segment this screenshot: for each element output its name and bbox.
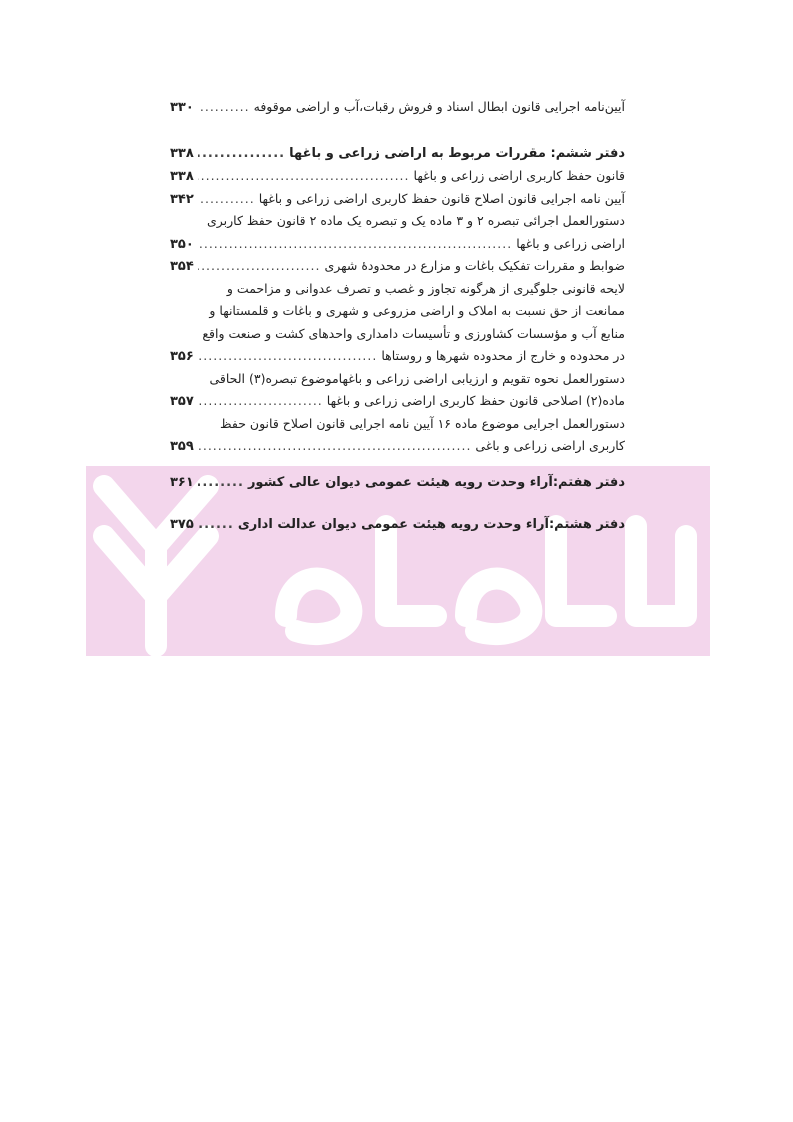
toc-entry-line: منابع آب و مؤسسات کشاورزی و تأسیسات دامداری واحدهای کشت و صنعت واقع bbox=[202, 325, 625, 341]
toc-entry-title: آیین نامه اجرایی قانون اصلاح قانون حفظ کاربری اراضی زراعی و باغها bbox=[258, 190, 625, 206]
logo-letter-3 bbox=[466, 579, 531, 635]
toc-page-number: ۳۳۸ bbox=[170, 169, 194, 184]
toc-section-title: دفتر هفتم:آراء وحدت رویه هیئت عمومی دیوان عالی کشور bbox=[247, 474, 625, 490]
toc-leader-dots bbox=[198, 165, 410, 188]
toc-leader-dots bbox=[198, 514, 234, 537]
section-gap bbox=[170, 458, 625, 472]
section-gap bbox=[170, 119, 625, 143]
toc-page-number: ۳۳۰ bbox=[170, 100, 194, 115]
logo-letter-2 bbox=[386, 526, 436, 616]
toc-entry-title: در محدوده و خارج از محدوده شهرها و روستاها bbox=[381, 348, 625, 363]
toc-entry-line: ممانعت از حق نسبت به املاک و اراضی مزروعی و شهری و باغات و قلمستانها و bbox=[209, 303, 625, 318]
toc-page-number: ۳۵۹ bbox=[170, 439, 194, 454]
toc-entry[interactable] bbox=[170, 435, 625, 458]
toc-page-number: ۳۶۱ bbox=[170, 474, 194, 490]
table-of-contents bbox=[170, 96, 625, 537]
toc-leader-dots bbox=[198, 96, 250, 119]
logo-letter-4 bbox=[556, 526, 606, 616]
toc-entry[interactable] bbox=[170, 233, 625, 256]
toc-entry-title: کاربری اراضی زراعی و باغی bbox=[475, 438, 625, 453]
toc-section-heading[interactable] bbox=[170, 514, 625, 537]
toc-leader-dots bbox=[198, 472, 244, 495]
toc-entry[interactable] bbox=[170, 188, 625, 211]
toc-page-number: ۳۴۲ bbox=[170, 191, 194, 207]
section-gap bbox=[170, 494, 625, 514]
toc-entry[interactable] bbox=[170, 390, 625, 413]
toc-page-number: ۳۵۶ bbox=[170, 349, 194, 364]
toc-leader-dots bbox=[198, 390, 323, 413]
logo-letter-1 bbox=[286, 579, 351, 635]
toc-leader-dots bbox=[198, 233, 512, 256]
toc-leader-dots bbox=[198, 255, 321, 278]
toc-entry-line: دستورالعمل اجرائی تبصره ۲ و ۳ ماده یک و تبصره یک ماده ۲ قانون حفظ کاربری bbox=[206, 213, 625, 228]
logo-letter-5 bbox=[636, 526, 686, 616]
toc-section-title: دفتر ششم: مقررات مربوط به اراضی زراعی و باغها bbox=[289, 145, 625, 161]
toc-entry[interactable] bbox=[170, 96, 625, 119]
toc-page-number: ۳۷۵ bbox=[170, 517, 194, 532]
toc-entry[interactable] bbox=[170, 255, 625, 278]
toc-entry-title: ضوابط و مقررات تفکیک باغات و مزارع در محدودهٔ شهری bbox=[324, 258, 625, 273]
toc-entry-title: اراضی زراعی و باغها bbox=[516, 235, 625, 251]
toc-leader-dots bbox=[198, 188, 255, 211]
toc-section-heading[interactable] bbox=[170, 472, 625, 495]
toc-entry[interactable] bbox=[170, 165, 625, 188]
toc-entry-line: دستورالعمل اجرایی موضوع ماده ۱۶ آیین نامه اجرایی قانون اصلاح قانون حفظ bbox=[220, 415, 625, 431]
toc-leader-dots bbox=[198, 435, 472, 458]
toc-leader-dots bbox=[198, 345, 378, 368]
toc-entry-line: دستورالعمل نحوه تقویم و ارزیابی اراضی زراعی و باغهاموضوع تبصره(۳) الحاقی bbox=[209, 370, 625, 386]
toc-leader-dots bbox=[198, 143, 285, 166]
toc-entry[interactable] bbox=[170, 345, 625, 368]
toc-page-number: ۳۵۷ bbox=[170, 394, 194, 409]
toc-section-title: دفتر هشتم:آراء وحدت رویه هیئت عمومی دیوان عدالت اداری bbox=[237, 517, 625, 532]
toc-entry-title: آیین‌نامه اجرایی قانون ابطال اسناد و فروش رقبات،آب و اراضی موقوفه bbox=[253, 99, 625, 114]
toc-entry-title: ماده(۲) اصلاحی قانون حفظ کاربری اراضی زراعی و باغها bbox=[326, 393, 625, 408]
toc-entry-title: قانون حفظ کاربری اراضی زراعی و باغها bbox=[413, 168, 625, 183]
toc-entry-line: لایحه قانونی جلوگیری از هرگونه تجاوز و غصب و تصرف عدوانی و مزاحمت و bbox=[226, 280, 625, 296]
toc-page-number: ۳۳۸ bbox=[170, 145, 194, 161]
toc-page-number: ۳۵۴ bbox=[170, 259, 194, 274]
toc-page-number: ۳۵۰ bbox=[170, 236, 194, 252]
toc-section-heading[interactable] bbox=[170, 143, 625, 166]
